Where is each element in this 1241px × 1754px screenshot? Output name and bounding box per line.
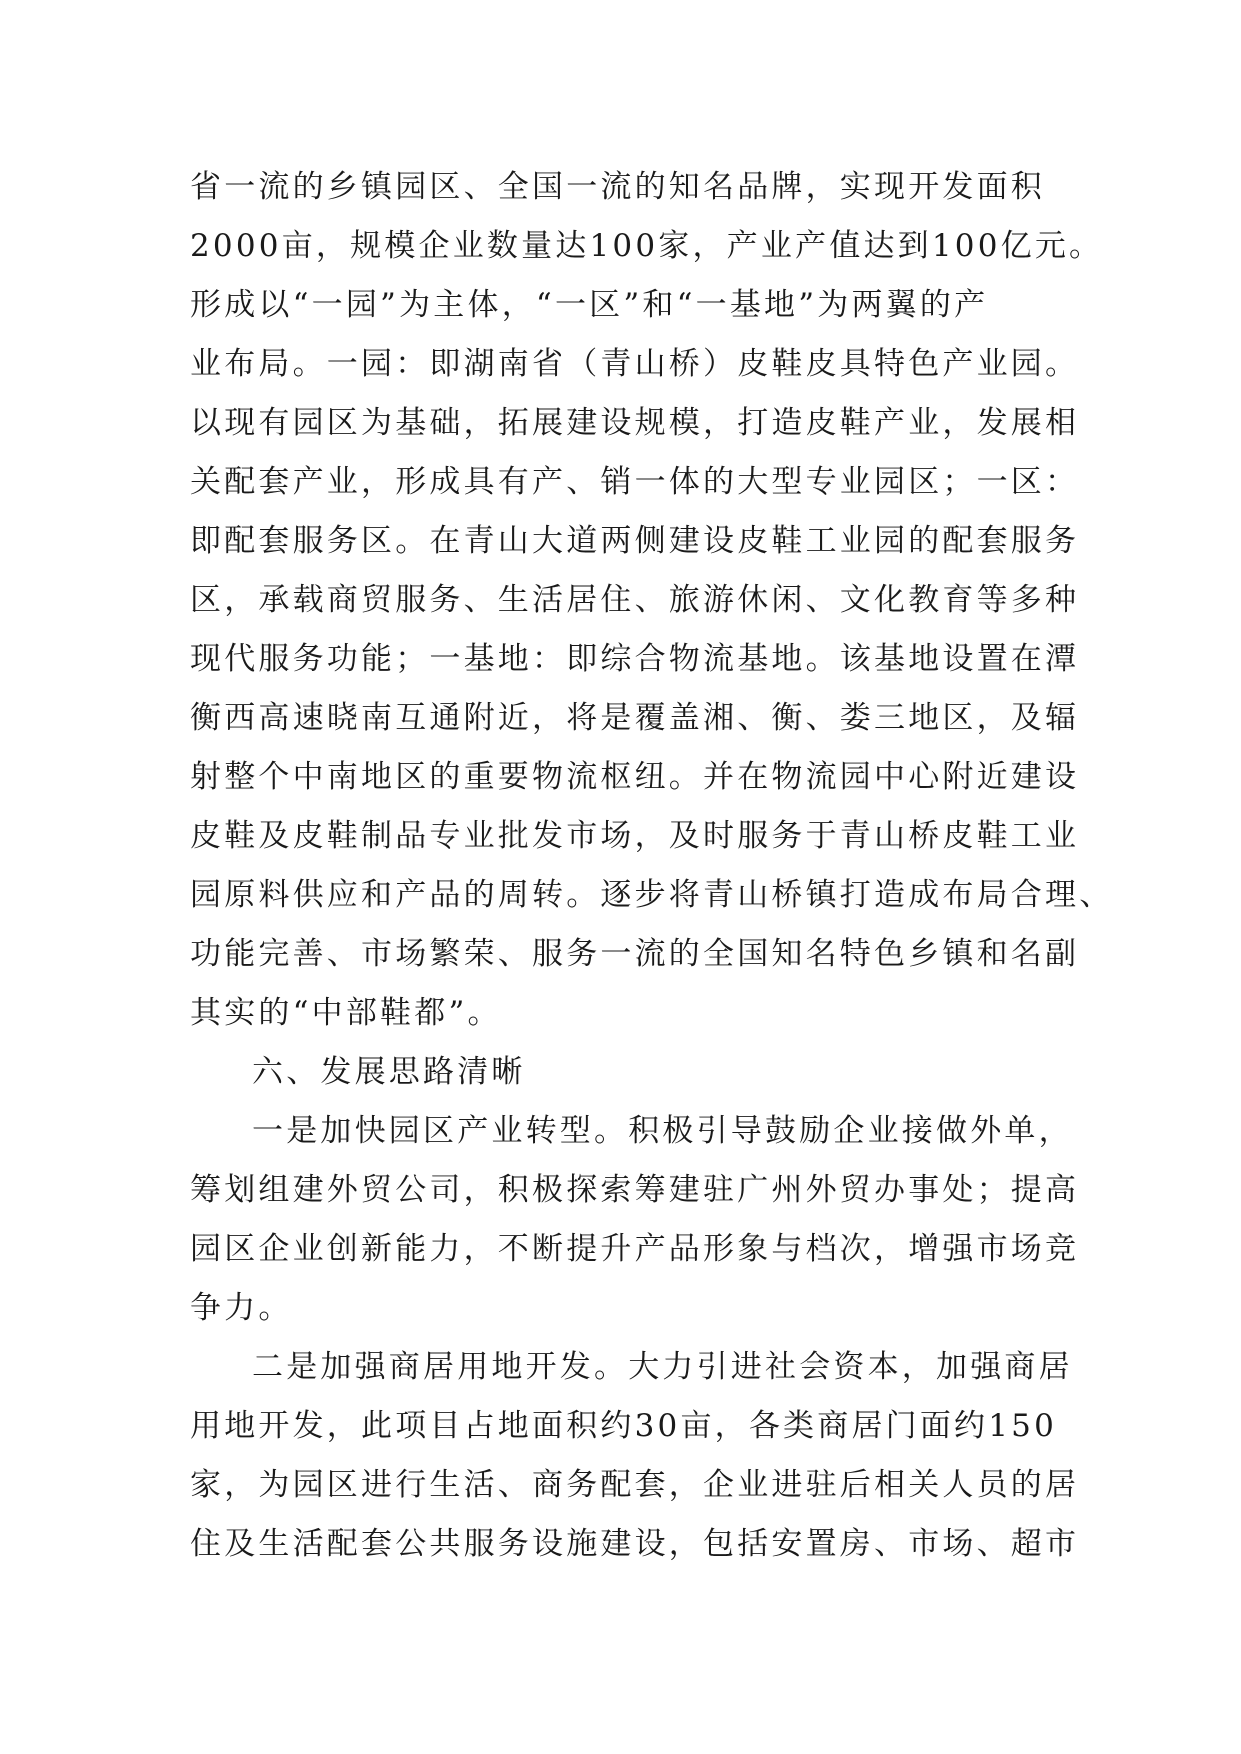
text-line: 2000亩，规模企业数量达100家，产业产值达到100亿元。 xyxy=(190,228,1104,264)
section-heading: 六、发展思路清晰 xyxy=(252,1054,526,1090)
text-line: 业布局。一园：即湖南省（青山桥）皮鞋皮具特色产业园。 xyxy=(190,346,1080,382)
text-line: 功能完善、市场繁荣、服务一流的全国知名特色乡镇和名副 xyxy=(190,936,1080,972)
text-line: 其实的“中部鞋都”。 xyxy=(190,995,502,1031)
text-line: 以现有园区为基础，拓展建设规模，打造皮鞋产业，发展相 xyxy=(190,405,1080,441)
text-line: 用地开发，此项目占地面积约30亩，各类商居门面约150 xyxy=(190,1408,1058,1444)
text-line: 园原料供应和产品的周转。逐步将青山桥镇打造成布局合理、 xyxy=(190,877,1114,913)
text-line: 衡西高速晓南互通附近，将是覆盖湘、衡、娄三地区，及辐 xyxy=(190,700,1080,736)
paragraph-start-line: 二是加强商居用地开发。大力引进社会资本，加强商居 xyxy=(252,1349,1073,1385)
text-line: 省一流的乡镇园区、全国一流的知名品牌，实现开发面积 xyxy=(190,169,1045,205)
text-line: 形成以“一园”为主体，“一区”和“一基地”为两翼的产 xyxy=(190,287,989,323)
text-line: 园区企业创新能力，不断提升产品形象与档次，增强市场竞 xyxy=(190,1231,1080,1267)
text-line: 争力。 xyxy=(190,1290,293,1326)
text-line: 家，为园区进行生活、商务配套，企业进驻后相关人员的居 xyxy=(190,1467,1080,1503)
text-line: 筹划组建外贸公司，积极探索筹建驻广州外贸办事处；提高 xyxy=(190,1172,1080,1208)
text-line: 住及生活配套公共服务设施建设，包括安置房、市场、超市 xyxy=(190,1526,1080,1562)
text-line: 皮鞋及皮鞋制品专业批发市场，及时服务于青山桥皮鞋工业 xyxy=(190,818,1080,854)
text-line: 射整个中南地区的重要物流枢纽。并在物流园中心附近建设 xyxy=(190,759,1080,795)
paragraph-start-line: 一是加快园区产业转型。积极引导鼓励企业接做外单， xyxy=(252,1113,1073,1149)
text-line: 即配套服务区。在青山大道两侧建设皮鞋工业园的配套服务 xyxy=(190,523,1080,559)
text-line: 关配套产业，形成具有产、销一体的大型专业园区；一区： xyxy=(190,464,1080,500)
text-line: 区，承载商贸服务、生活居住、旅游休闲、文化教育等多种 xyxy=(190,582,1080,618)
text-line: 现代服务功能；一基地：即综合物流基地。该基地设置在潭 xyxy=(190,641,1080,677)
body-text xyxy=(190,158,1114,1574)
